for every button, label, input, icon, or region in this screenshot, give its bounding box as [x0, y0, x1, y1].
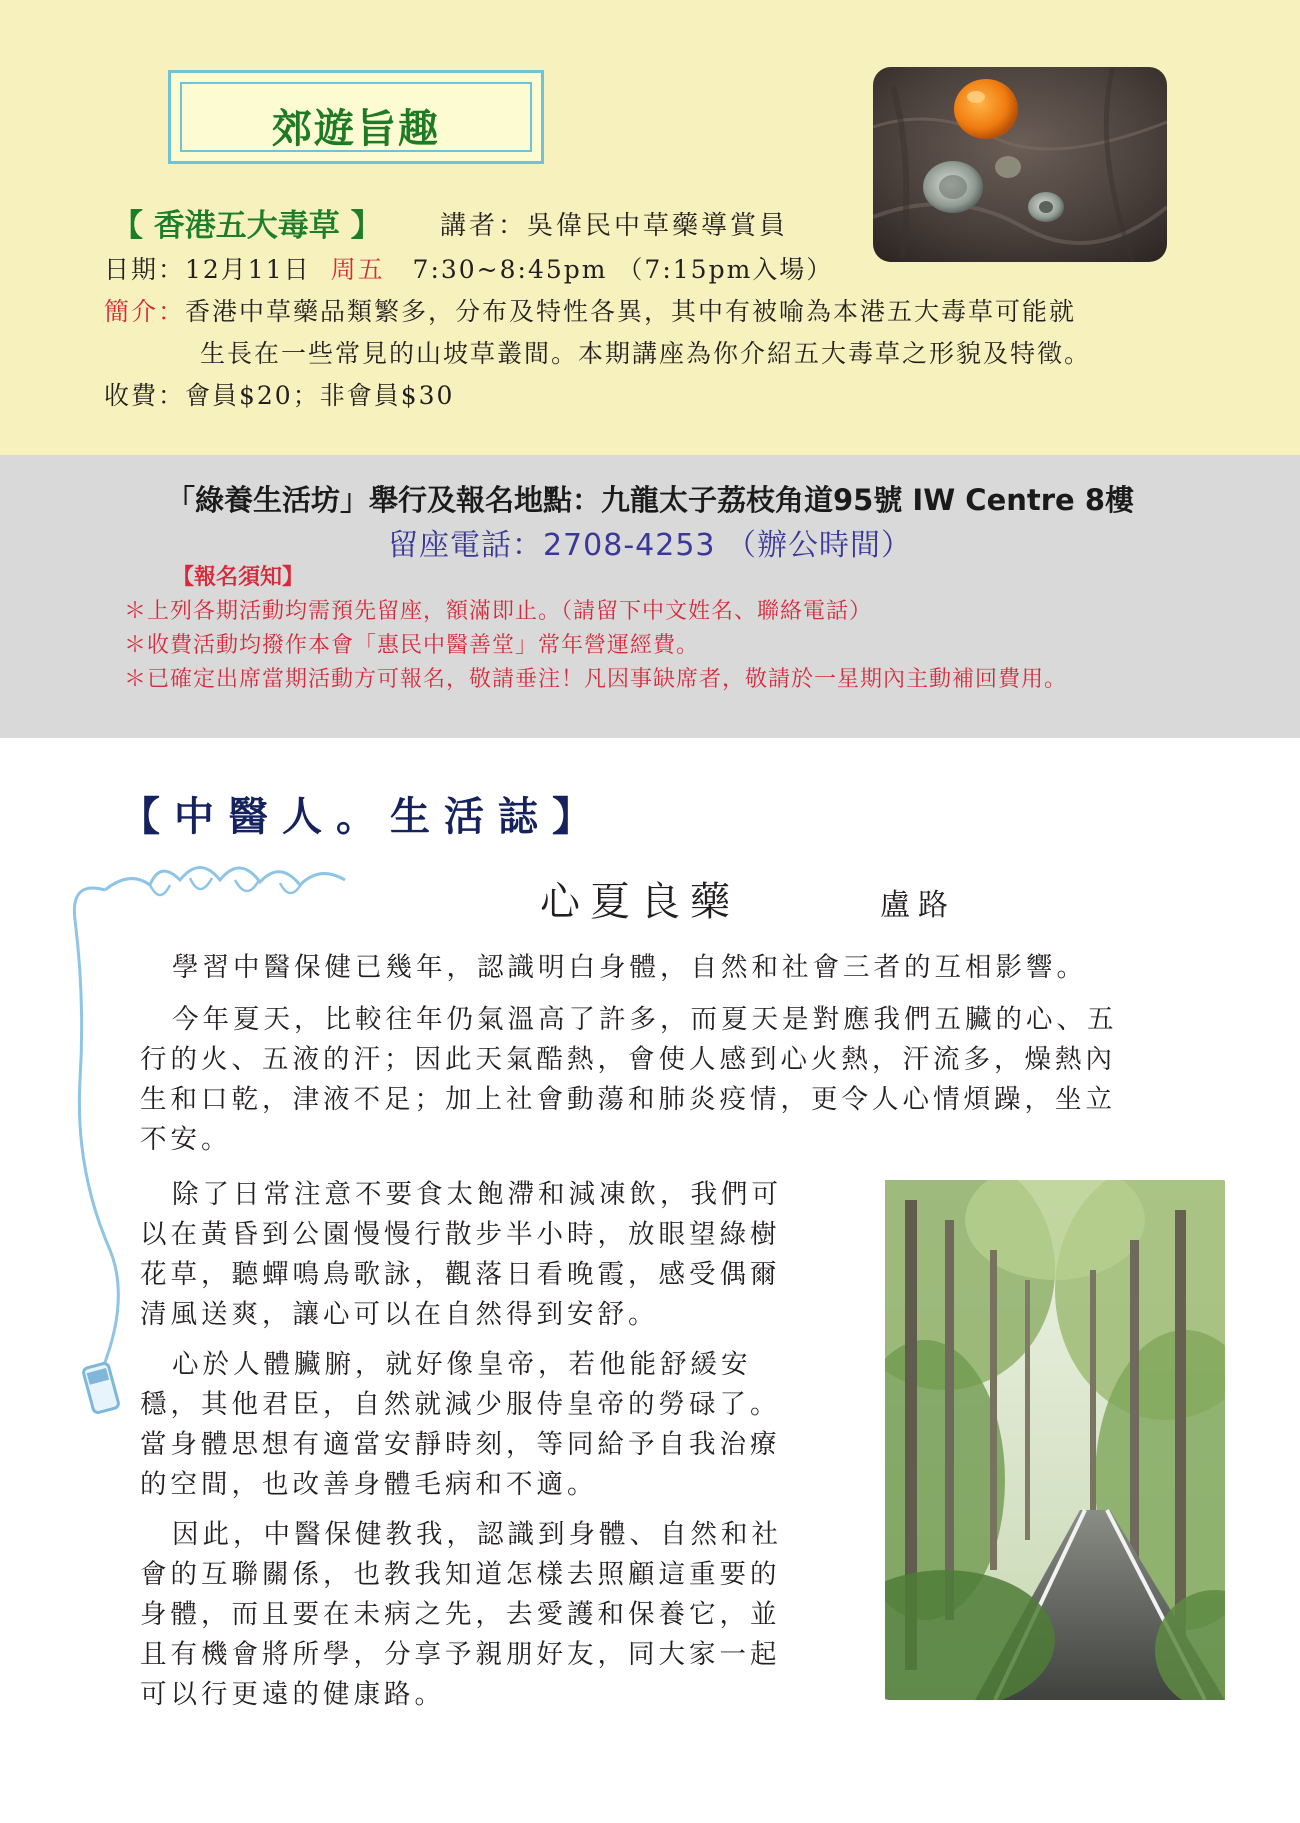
paragraph-5-line-5: 可以行更遠的健康路。: [140, 1679, 445, 1710]
intro-label: 簡介：: [104, 297, 186, 326]
talk-time: 7:30~8:45pm （7:15pm入場）: [412, 255, 834, 284]
snail-photo-illustration: [873, 67, 1167, 262]
paragraph-3-line-2: 以在黃昏到公園慢慢行散步半小時，放眼望綠樹: [140, 1219, 781, 1250]
intro-text-1: 香港中草藥品類繁多，分布及特性各異，其中有被喻為本港五大毒草可能就: [185, 297, 1077, 326]
paragraph-5-line-3: 身體，而且要在未病之先，去愛護和保養它，並: [140, 1599, 781, 1630]
intro-line-1: [104, 292, 1076, 328]
talk-date-line: [104, 250, 833, 286]
notice-item-3: ＊已確定出席當期活動方可報名，敬請垂注！凡因事缺席者，敬請於一星期內主動補回費用。: [124, 667, 1068, 692]
paragraph-4-line-3: 當身體思想有適當安靜時刻，等同給予自我治療: [140, 1429, 781, 1460]
talk-date: 日期：12月11日: [104, 255, 311, 284]
talk-speaker: 講者：吳偉民中草藥導賞員: [440, 211, 789, 241]
paragraph-5: [140, 1515, 860, 1715]
paragraph-5-line-1: 因此，中醫保健教我，認識到身體、自然和社: [172, 1519, 782, 1550]
paragraph-5-line-2: 會的互聯關係，也教我知道怎樣去照顧這重要的: [140, 1559, 781, 1590]
park-path-photo: [885, 1180, 1225, 1700]
phone-line: 留座電話：2708-4253 （辦公時間）: [387, 528, 913, 563]
article-title: 心夏良藥: [540, 879, 740, 925]
paragraph-3-line-1: 除了日常注意不要食太飽滯和減凍飲，我們可: [172, 1179, 782, 1210]
paragraph-3: [140, 1175, 860, 1335]
paragraph-4-line-2: 穩，其他君臣，自然就減少服侍皇帝的勞碌了。: [140, 1389, 781, 1420]
talk-weekday: 周五: [330, 255, 385, 284]
fee-line: 收費：會員$20；非會員$30: [104, 381, 455, 410]
paragraph-2-line-1: 今年夏天，比較往年仍氣溫高了許多，而夏天是對應我們五臟的心、五: [172, 1004, 1118, 1035]
notice-item-2: ＊收費活動均撥作本會「惠民中醫善堂」常年營運經費。: [124, 633, 700, 658]
venue-line: 「綠養生活坊」舉行及報名地點：九龍太子荔枝角道95號 IW Centre 8樓: [165, 483, 1135, 517]
paragraph-3-line-4: 清風送爽，讓心可以在自然得到安舒。: [140, 1299, 659, 1330]
snail-photo: [873, 67, 1167, 262]
notice-title: 【報名須知】: [172, 565, 305, 590]
paragraph-2-line-3: 生和口乾，津液不足；加上社會動蕩和肺炎疫情，更令人心情煩躁，坐立: [140, 1084, 1116, 1115]
paragraph-5-line-4: 且有機會將所學，分享予親朋好友，同大家一起: [140, 1639, 781, 1670]
paragraph-2-line-4: 不安。: [140, 1124, 232, 1155]
notice-item-1: ＊上列各期活動均需預先留座，額滿即止。（請留下中文姓名、聯絡電話）: [124, 599, 873, 624]
paragraph-1-line-1: 學習中醫保健已幾年，認識明白身體，自然和社會三者的互相影響。: [172, 952, 1087, 983]
outing-heading-box: [168, 70, 544, 164]
paragraph-3-line-3: 花草，聽蟬鳴鳥歌詠，觀落日看晚霞，感受偶爾: [140, 1259, 781, 1290]
paragraph-2: [140, 1000, 1230, 1160]
talk-title: 【 香港五大毒草 】: [112, 208, 382, 244]
section-title: 【中醫人。生活誌】: [120, 793, 606, 840]
outing-heading: 郊遊旨趣: [272, 106, 440, 152]
paragraph-1: [140, 948, 1230, 988]
paragraph-4-line-4: 的空間，也改善身體毛病和不適。: [140, 1469, 598, 1500]
paragraph-4-line-1: 心於人體臟腑，就好像皇帝，若他能舒緩安: [172, 1349, 752, 1380]
park-path-illustration: [885, 1180, 1225, 1700]
article-author: 盧路: [880, 888, 956, 923]
paragraph-4: [140, 1345, 860, 1505]
paragraph-2-line-2: 行的火、五液的汗；因此天氣酷熱，會使人感到心火熱，汗流多，燥熱內: [140, 1044, 1116, 1075]
intro-text-2: 生長在一些常見的山坡草叢間。本期講座為你介紹五大毒草之形貌及特徵。: [200, 339, 1092, 368]
